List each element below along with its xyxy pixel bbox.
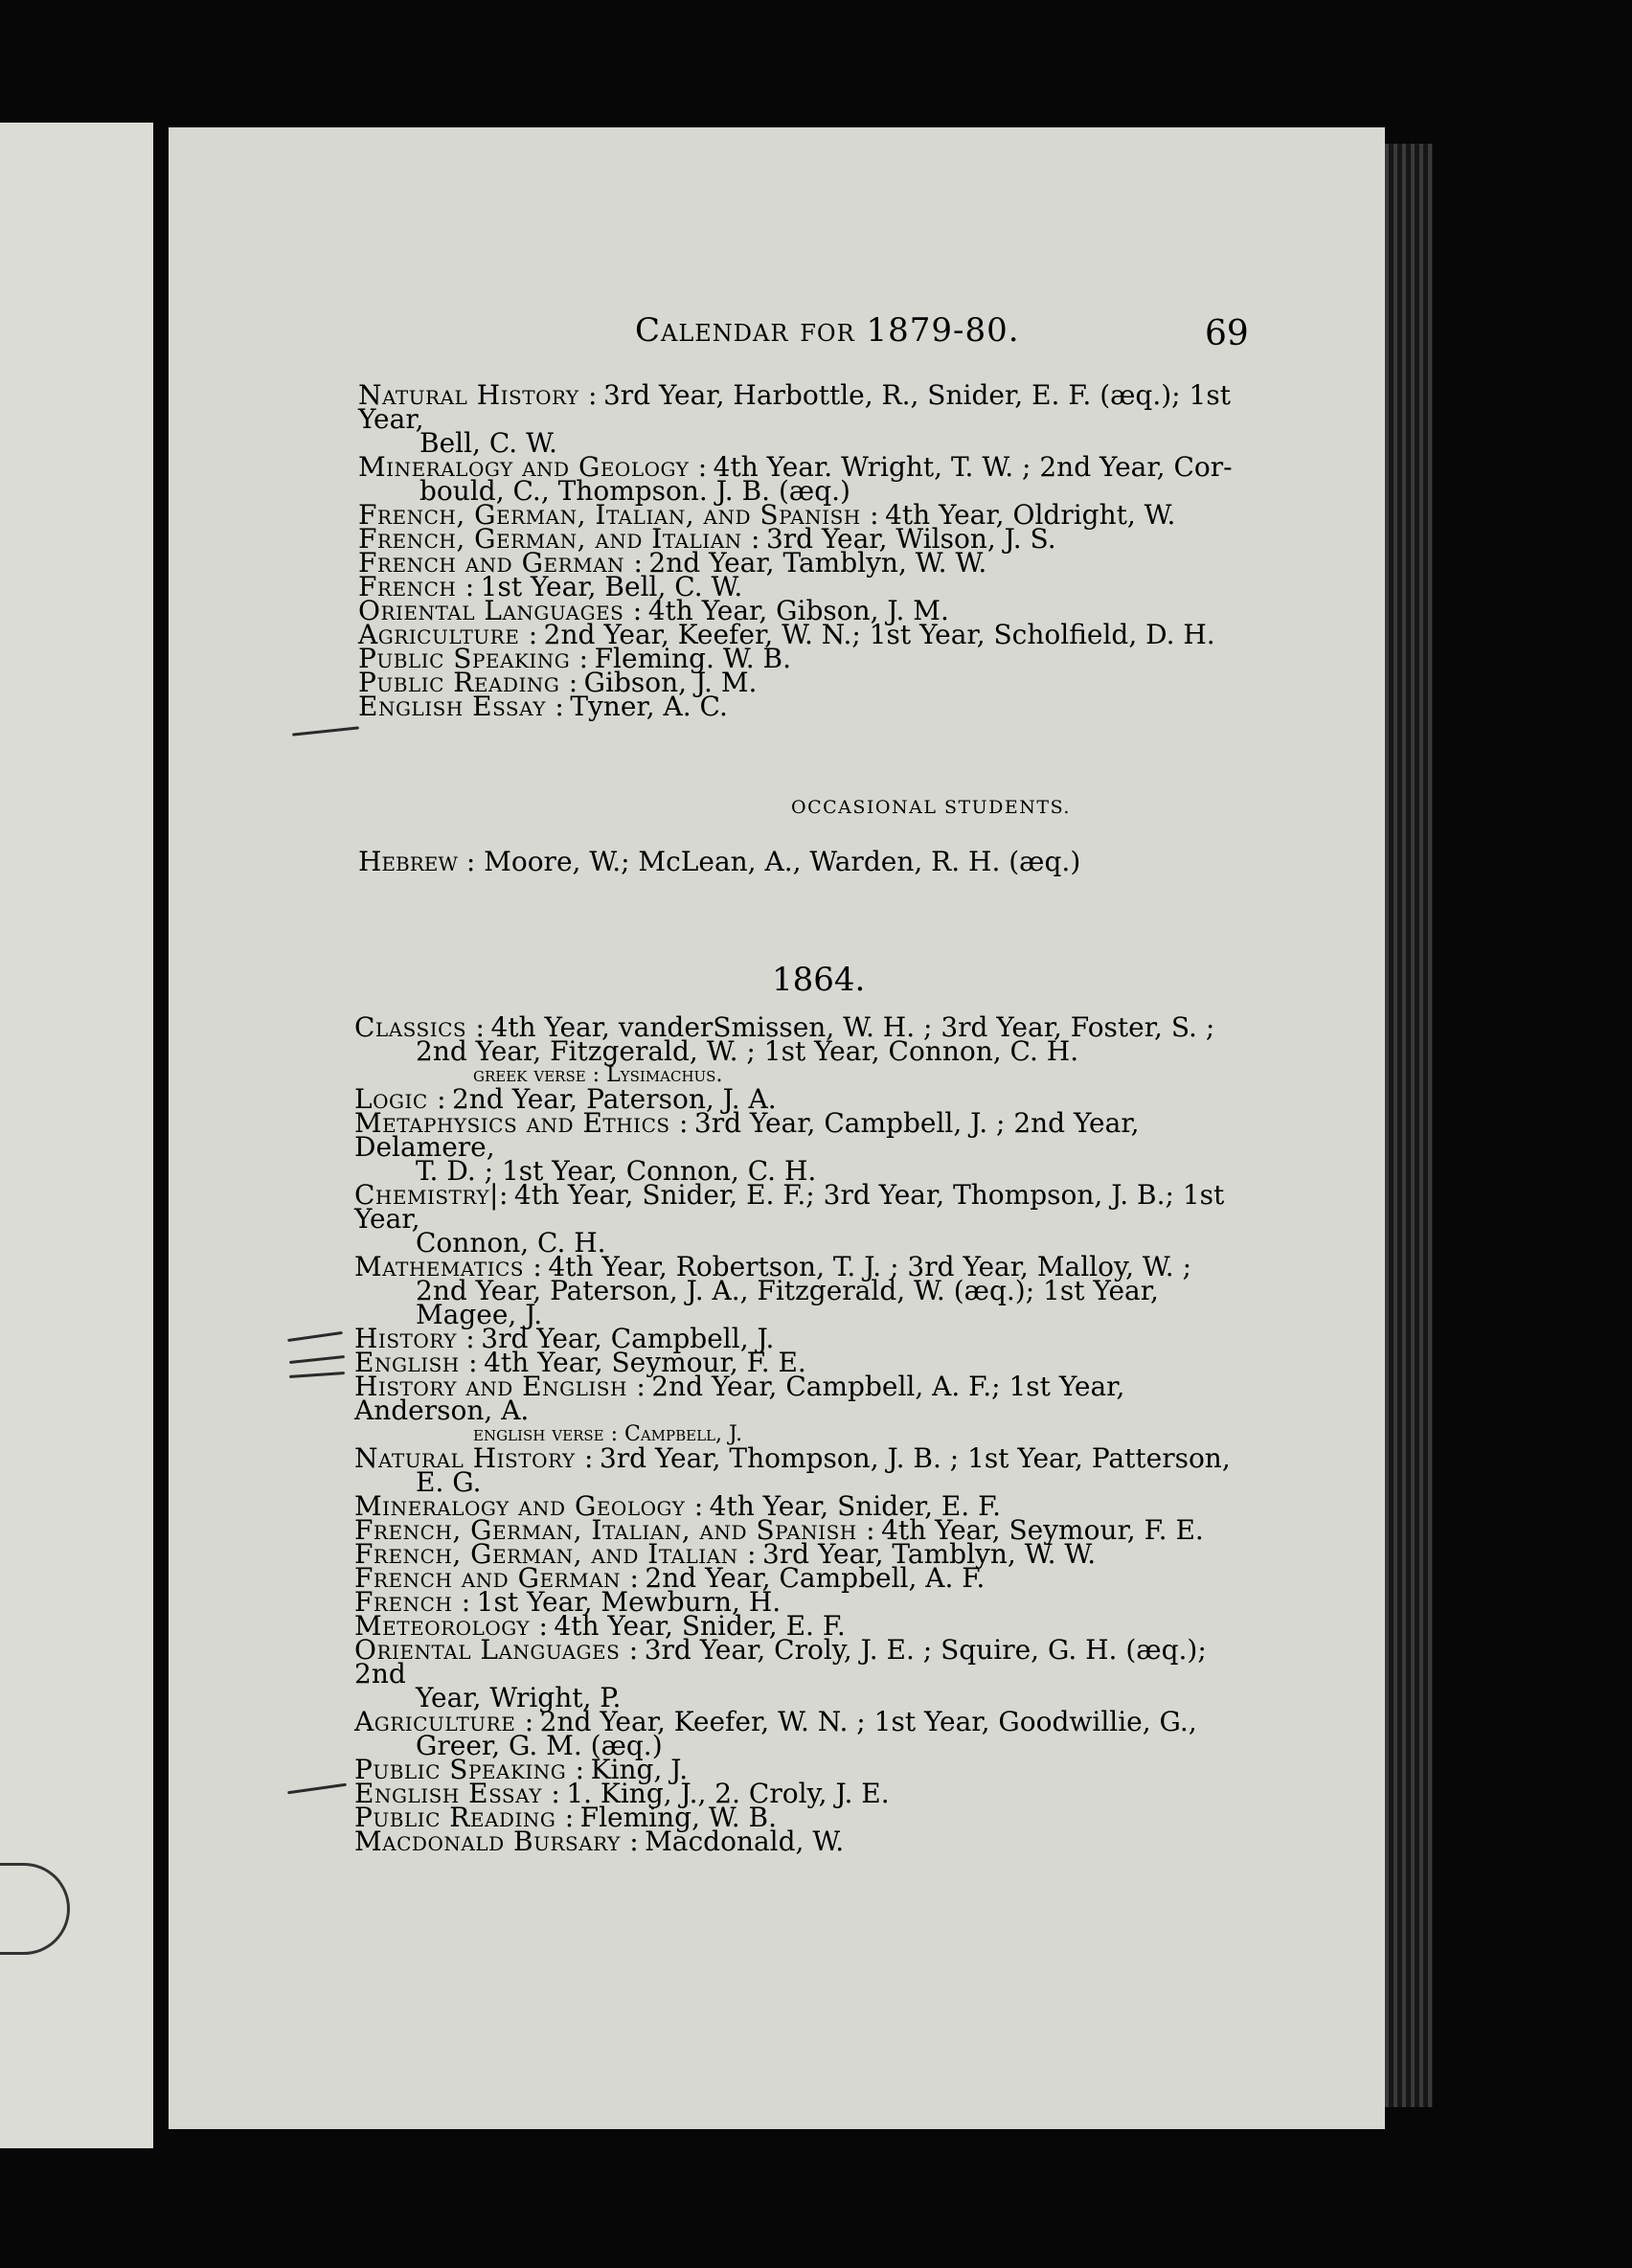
list-item: French and German : 2nd Year, Campbell, A. F. [354, 1562, 986, 1594]
list-item: Metaphysics and Ethics : 3rd Year, Campbell, J. ; 2nd Year, Delamere, T. D. ; 1st Year, Connon, C. H. [354, 1107, 1140, 1187]
hebrew-entry: Hebrew : Moore, W.; McLean, A., Warden, R. H. (æq.) [358, 846, 1081, 877]
list-item: Chemistry|: 4th Year, Snider, E. F.; 3rd Year, Thompson, J. B.; 1st Year, Connon, C. H. [354, 1179, 1225, 1259]
list-item: Mineralogy and Geology : 4th Year. Wright, T. W. ; 2nd Year, Cor- bould, C., Thompson. J. B. (æq.) [358, 451, 1233, 507]
list-item: French, German, and Italian : 3rd Year, Tamblyn, W. W. [354, 1538, 1097, 1570]
list-item: Oriental Languages : 4th Year, Gibson, J. M. [358, 595, 949, 626]
list-item: Public Reading : Fleming, W. B. [354, 1802, 778, 1833]
list-item: Agriculture : 2nd Year, Keefer, W. N. ; 1st Year, Goodwillie, G., Greer, G. M. (æq.) [354, 1706, 1197, 1761]
list-item: French : 1st Year, Mewburn, H. [354, 1586, 782, 1618]
list-item: Oriental Languages : 3rd Year, Croly, J. E. ; Squire, G. H. (æq.); 2nd Year, Wright, P. [354, 1634, 1207, 1713]
list-item: French, German, and Italian : 3rd Year, Wilson, J. S. [358, 523, 1056, 555]
list-item: Classics : 4th Year, vanderSmissen, W. H. ; 3rd Year, Foster, S. ; 2nd Year, Fitzgerald, W. ; 1st Year, Connon, C. H. greek verse : Lysimachus. [354, 1011, 1215, 1087]
occasional-students-heading: OCCASIONAL STUDENTS. [791, 797, 1071, 818]
page-number: 69 [1205, 314, 1249, 353]
list-item: Meteorology : 4th Year, Snider, E. F. [354, 1610, 846, 1642]
list-item: English Essay : Tyner, A. C. [358, 691, 728, 722]
list-item: Mineralogy and Geology : 4th Year, Snider, E. F. [354, 1490, 1002, 1522]
list-item: English : 4th Year, Seymour, F. E. [354, 1347, 806, 1378]
top-section [358, 379, 1249, 722]
left-page-edge [0, 123, 153, 2148]
list-item: History : 3rd Year, Campbell, J. [354, 1323, 775, 1354]
running-title: Calendar for 1879-80. [635, 311, 1020, 350]
list-item: English Essay : 1. King, J., 2. Croly, J. E. [354, 1778, 890, 1809]
list-item: Public Reading : Gibson, J. M. [358, 667, 758, 698]
list-item: Public Speaking : King, J. [354, 1754, 689, 1785]
list-item: French, German, Italian, and Spanish : 4th Year, Oldright, W. [358, 499, 1176, 531]
list-item: French and German : 2nd Year, Tamblyn, W. W. [358, 547, 987, 578]
year-heading: 1864. [772, 961, 866, 999]
list-item: Natural History : 3rd Year, Harbottle, R., Snider, E. F. (æq.); 1st Year, Bell, C. W. [358, 379, 1231, 459]
list-item: French, German, Italian, and Spanish : 4th Year, Seymour, F. E. [354, 1514, 1204, 1546]
list-item: French : 1st Year, Bell, C. W. [358, 571, 743, 602]
list-item: Public Speaking : Fleming. W. B. [358, 643, 792, 674]
list-item: Macdonald Bursary : Macdonald, W. [354, 1826, 845, 1857]
list-item: Natural History : 3rd Year, Thompson, J. B. ; 1st Year, Patterson, E. G. [354, 1442, 1231, 1498]
list-item: Logic : 2nd Year, Paterson, J. A. [354, 1083, 777, 1115]
list-item: History and English : 2nd Year, Campbell, A. F.; 1st Year, Anderson, A. english verse : Campbell, J. [354, 1371, 1125, 1446]
list-item: Mathematics : 4th Year, Robertson, T. J. ; 3rd Year, Malloy, W. ; 2nd Year, Paterson, J. A., Fitzgerald, W. (æq.); 1st Year, Magee, J. [354, 1251, 1192, 1330]
section-1864 [354, 1011, 1255, 1857]
page-stack-edge [1385, 144, 1433, 2107]
list-item: Agriculture : 2nd Year, Keefer, W. N.; 1st Year, Scholfield, D. H. [358, 619, 1215, 650]
